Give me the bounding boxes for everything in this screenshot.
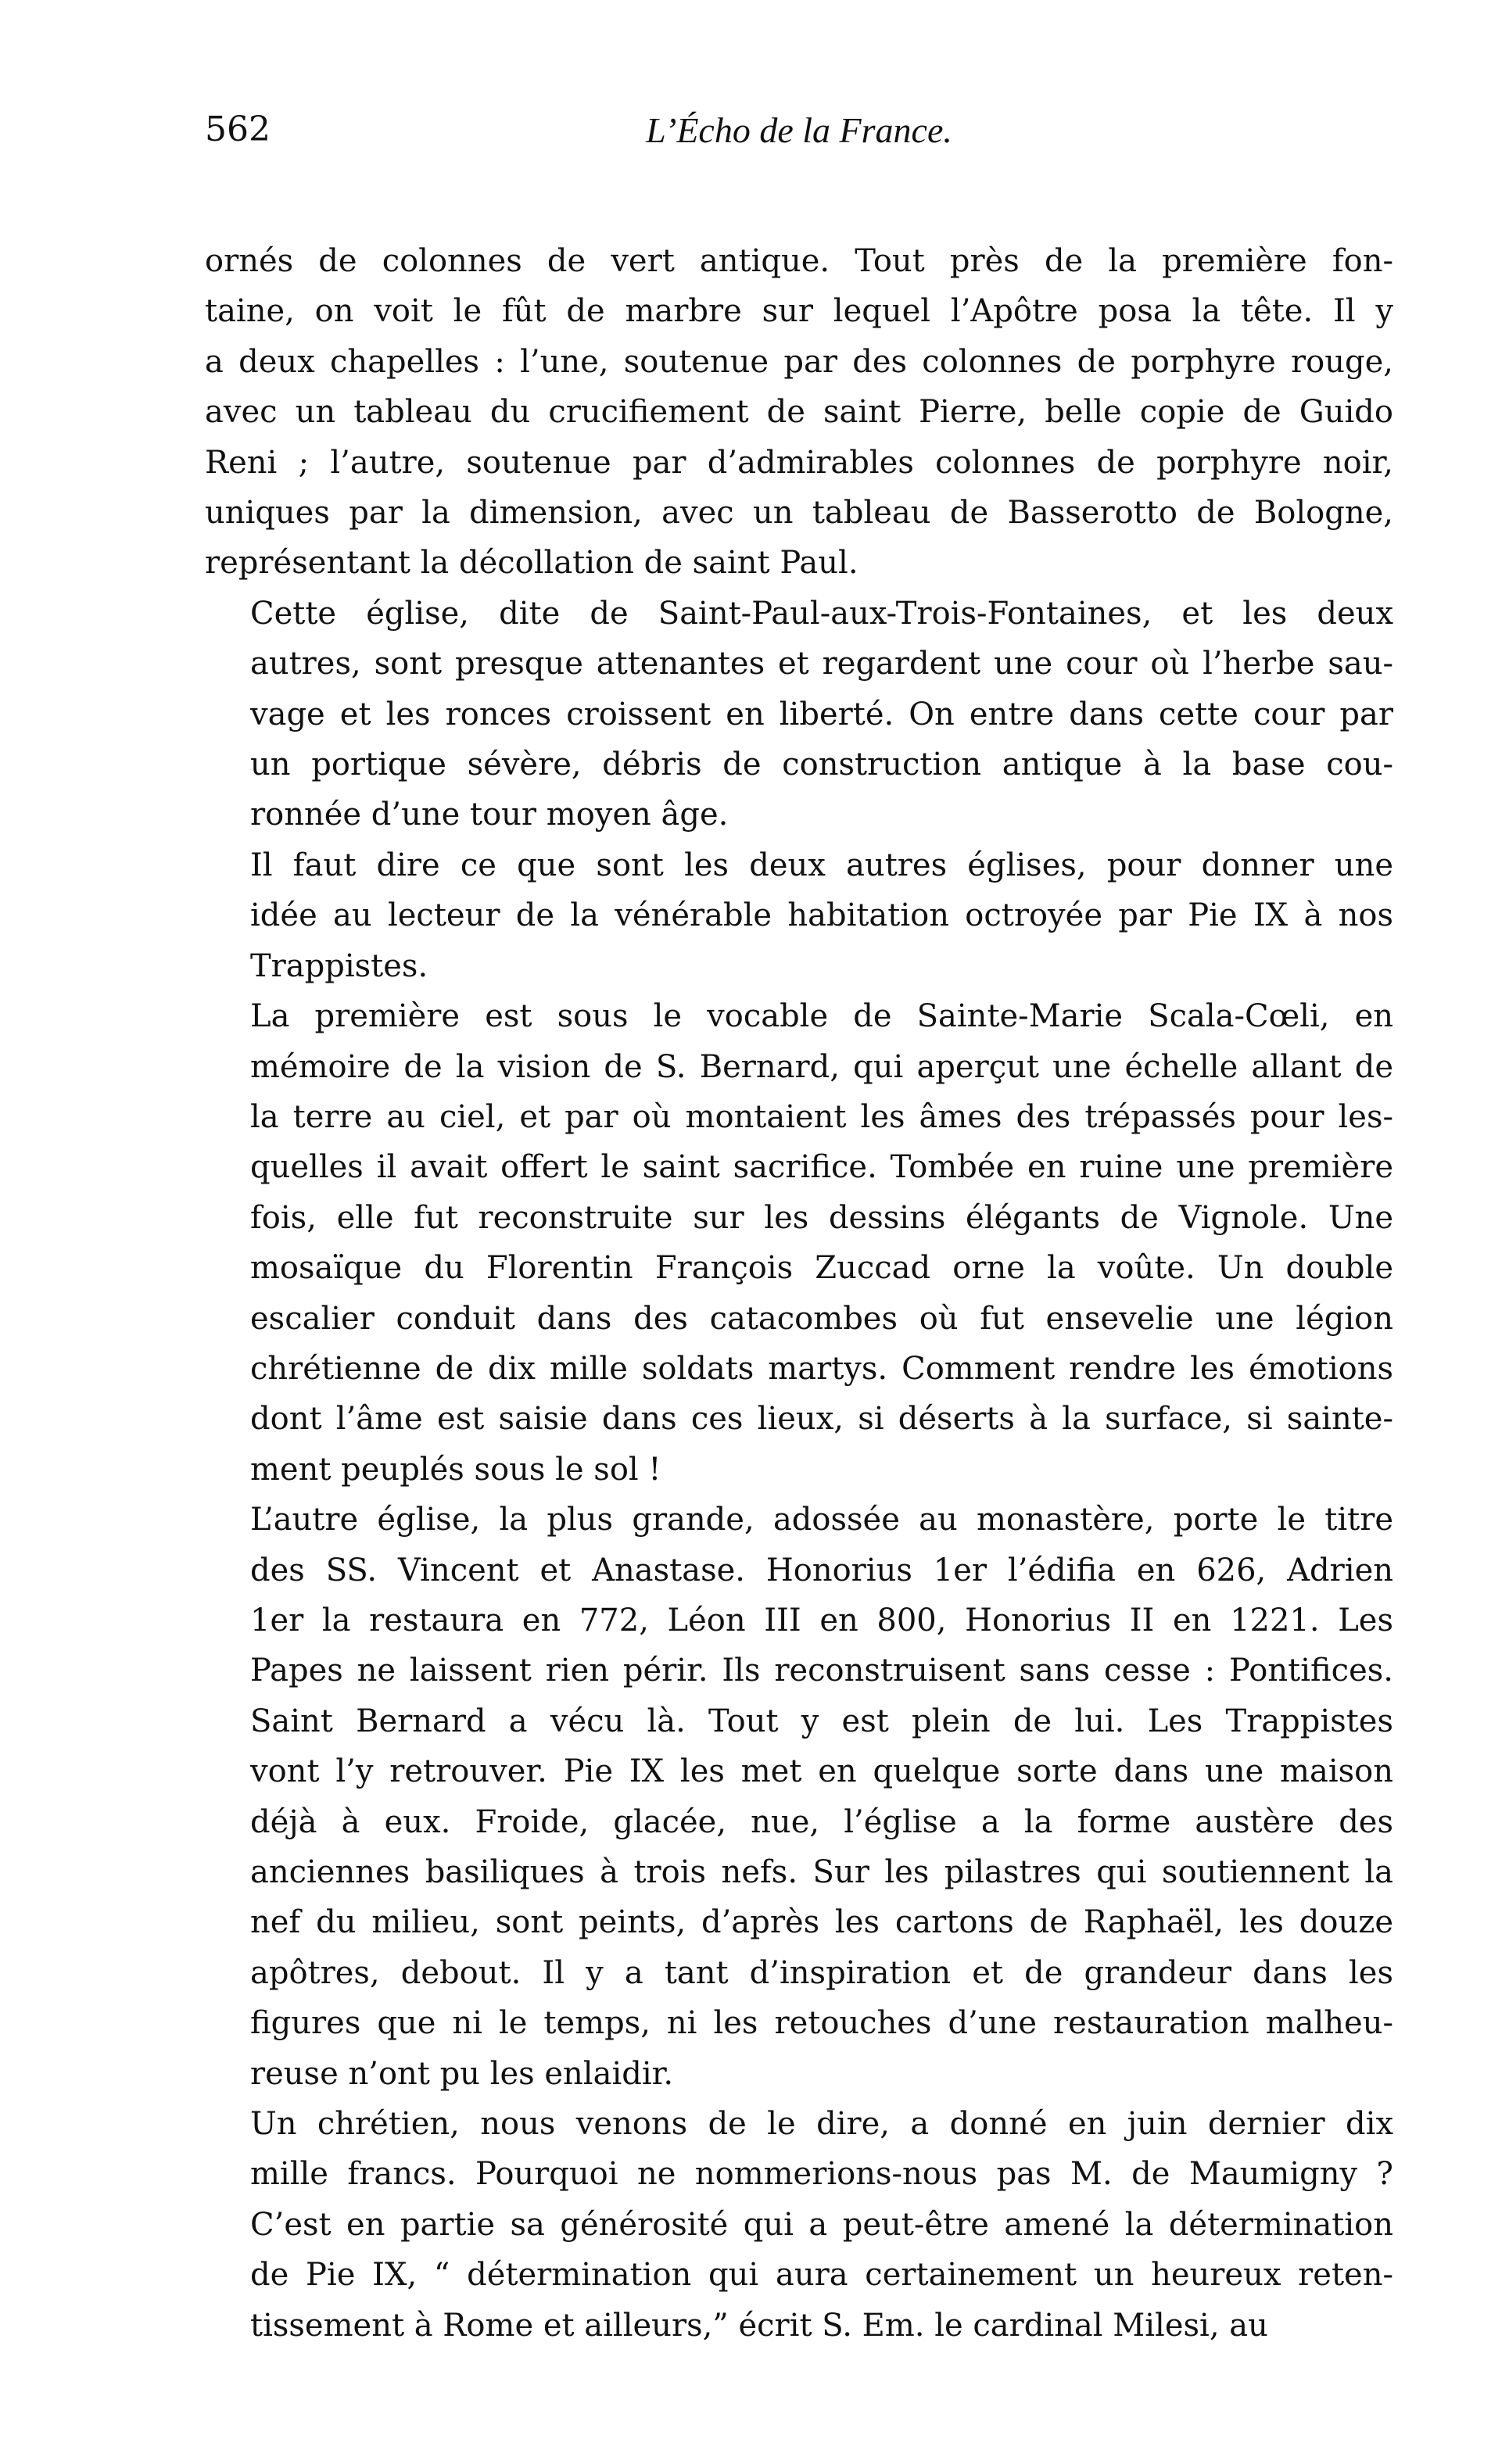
text-line: vage et les ronces croissent en liberté. On entre dans cette cour par [250, 696, 1393, 732]
text-line: Il faut dire ce que sont les deux autres églises, pour donner une [250, 847, 1393, 883]
running-header [205, 109, 1393, 172]
paragraph [205, 589, 1393, 840]
text-line: vont l’y retrouver. Pie IX les met en quelque sorte dans une maison [250, 1753, 1393, 1790]
text-line: chrétienne de dix mille soldats martys. Comment rendre les émotions [250, 1350, 1393, 1387]
text-line: idée au lecteur de la vénérable habitation octroyée par Pie IX à nos [250, 897, 1393, 934]
text-line: taine, on voit le fût de marbre sur lequel l’Apôtre posa la tête. Il y [205, 293, 1393, 330]
text-line: Trappistes. [250, 947, 428, 984]
paragraph [205, 236, 1393, 589]
text-line: anciennes basiliques à trois nefs. Sur les pilastres qui soutiennent la [250, 1854, 1393, 1890]
text-line: ment peuplés sous le sol ! [250, 1451, 661, 1488]
book-page [205, 109, 1393, 2439]
text-line: figures que ni le temps, ni les retouches d’une restauration malheu- [250, 2005, 1393, 2042]
text-line: un portique sévère, débris de construction antique à la base cou- [250, 747, 1393, 783]
paragraph [205, 2099, 1393, 2351]
text-line: dont l’âme est saisie dans ces lieux, si déserts à la surface, si sainte- [250, 1401, 1393, 1438]
text-line: Saint Bernard a vécu là. Tout y est plein de lui. Les Trappistes [250, 1703, 1393, 1739]
text-line: C’est en partie sa générosité qui a peut-être amené la détermination [250, 2206, 1393, 2243]
text-line: représentant la décollation de saint Paul. [205, 545, 858, 582]
text-line: tissement à Rome et ailleurs,” écrit S. Em. le cardinal Milesi, au [250, 2307, 1268, 2344]
text-line: 1er la restaura en 772, Léon III en 800, Honorius II en 1221. Les [250, 1602, 1393, 1638]
text-line: de Pie IX, “ détermination qui aura certainement un heureux reten- [250, 2257, 1393, 2294]
text-line: La première est sous le vocable de Sainte-Marie Scala-Cœli, en [250, 998, 1393, 1035]
text-line: uniques par la dimension, avec un tableau de Basserotto de Bologne, [205, 495, 1393, 532]
text-line: avec un tableau du crucifiement de saint Pierre, belle copie de Guido [205, 394, 1393, 431]
text-line: ornés de colonnes de vert antique. Tout près de la première fon- [205, 243, 1393, 279]
text-line: mosaïque du Florentin François Zuccad orne la voûte. Un double [250, 1250, 1393, 1287]
text-line: L’autre église, la plus grande, adossée au monastère, porte le titre [250, 1502, 1393, 1538]
text-line: mémoire de la vision de S. Bernard, qui aperçut une échelle allant de [250, 1048, 1393, 1085]
text-line: a deux chapelles : l’une, soutenue par des colonnes de porphyre rouge, [205, 343, 1393, 380]
text-line: autres, sont presque attenantes et regardent une cour où l’herbe sau- [250, 646, 1393, 682]
paragraph [205, 1495, 1393, 2099]
text-line: Cette église, dite de Saint-Paul-aux-Trois-Fontaines, et les deux [250, 595, 1393, 632]
text-line: escalier conduit dans des catacombes où fut ensevelie une légion [250, 1300, 1393, 1337]
text-line: la terre au ciel, et par où montaient les âmes des trépassés pour les- [250, 1098, 1393, 1135]
text-line: Papes ne laissent rien périr. Ils reconstruisent sans cesse : Pontifices. [250, 1653, 1393, 1689]
text-line: reuse n’ont pu les enlaidir. [250, 2055, 674, 2092]
text-line: nef du milieu, sont peints, d’après les cartons de Raphaël, les douze [250, 1904, 1393, 1941]
running-title: L’Écho de la France. [646, 110, 952, 150]
body-text [205, 236, 1393, 2351]
paragraph [205, 991, 1393, 1495]
paragraph [205, 840, 1393, 991]
text-line: quelles il avait offert le saint sacrifice. Tombée en ruine une première [250, 1149, 1393, 1186]
text-line: Reni ; l’autre, soutenue par d’admirables colonnes de porphyre noir, [205, 444, 1393, 481]
text-line: Un chrétien, nous venons de le dire, a donné en juin dernier dix [250, 2106, 1393, 2143]
page-number: 562 [205, 109, 271, 149]
text-line: ronnée d’une tour moyen âge. [250, 797, 729, 833]
text-line: des SS. Vincent et Anastase. Honorius 1er l’édifia en 626, Adrien [250, 1552, 1393, 1588]
text-line: mille francs. Pourquoi ne nommerions-nous pas M. de Maumigny ? [250, 2156, 1393, 2193]
text-line: apôtres, debout. Il y a tant d’inspiration et de grandeur dans les [250, 1954, 1393, 1991]
text-line: fois, elle fut reconstruite sur les dessins élégants de Vignole. Une [250, 1199, 1393, 1236]
text-line: déjà à eux. Froide, glacée, nue, l’église a la forme austère des [250, 1803, 1393, 1840]
